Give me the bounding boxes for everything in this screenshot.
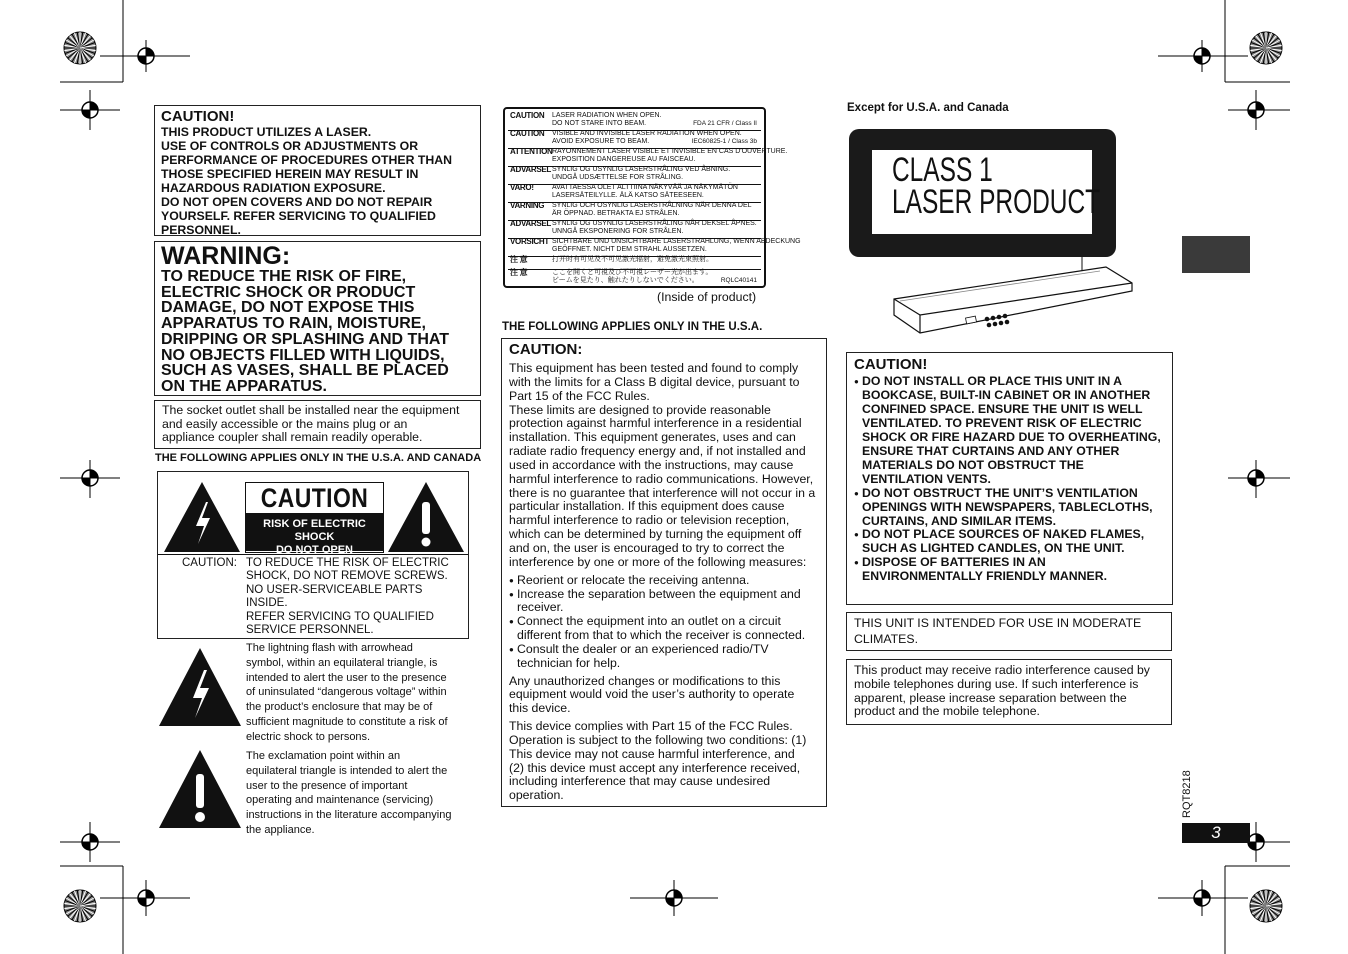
label-row-text: AVATTAESSA OLET ALTTIINA NÄKYVÄÄ JA NÄKYMÄTÖN LASERSÄTEILYLLE. ÄLÄ KATSO SÄTEESEEN. bbox=[552, 184, 738, 199]
caution-sign-title: CAUTION bbox=[260, 483, 369, 513]
fcc-paragraph-3: This device complies with Part 15 of the FCC Rules. Operation is subject to the following two conditions: (1) This device may not cause harmful interference, and (2) this device must accept any interference received, including interference that may cause undesired operation. bbox=[509, 719, 807, 803]
caution-sign bbox=[157, 471, 469, 639]
list-item: ● DO NOT INSTALL OR PLACE THIS UNIT IN A BOOKCASE, BUILT-IN CABINET OR IN ANOTHER CONFINED SPACE. ENSURE THE UNIT IS WELL VENTILATED. TO PREVENT RISK OF ELECTRIC SHOCK OR FIRE HAZARD DUE TO OVERHEATING, ENSURE THAT CURTAINS AND ANY OTHER MATERIALS DO NOT OBSTRUCT THE VENTILATION VENTS. bbox=[854, 375, 1165, 487]
caution-sign-sub2: DO NOT OPEN bbox=[275, 544, 353, 556]
label-row-text: SYNLIG OCH OSYNLIG LASERSTRÅLNING NÄR DENNA DEL ÄR ÖPPNAD. BETRAKTA EJ STRÅLEN. bbox=[552, 202, 752, 217]
lightning-explanation: The lightning flash with arrowhead symbol, within an equilateral triangle, is intended to alert the user to the presence of uninsulated “dangerous voltage” within the product’s enclosure that may be of sufficient magnitude to constitute a risk of electric shock to persons. bbox=[246, 642, 448, 743]
class1-label bbox=[849, 129, 1116, 257]
usa-canada-heading: THE FOLLOWING APPLIES ONLY IN THE U.S.A. AND CANADA bbox=[155, 452, 482, 464]
warning-text: TO REDUCE THE RISK OF FIRE, ELECTRIC SHOCK OR PRODUCT DAMAGE, DO NOT EXPOSE THIS APPARATUS TO RAIN, MOISTURE, DRIPPING OR SPLASHING AND THAT NO OBJECTS FILLED WITH LIQUIDS, SUCH AS VASES, SHALL BE PLACED ON THE APPARATUS. bbox=[161, 268, 450, 395]
caution-ventilation-box bbox=[846, 352, 1173, 605]
label-row bbox=[508, 112, 761, 131]
label-row-key: CAUTION bbox=[510, 129, 545, 138]
exclamation-point-icon bbox=[157, 748, 243, 830]
label-row-key: ATTENTION bbox=[510, 147, 553, 156]
lightning-triangle-icon bbox=[162, 480, 242, 554]
except-heading: Except for U.S.A. and Canada bbox=[847, 102, 1009, 114]
fcc-measures-list bbox=[509, 574, 819, 671]
list-item: ● Reorient or relocate the receiving antenna. bbox=[509, 574, 819, 588]
list-item: ● DO NOT PLACE SOURCES OF NAKED FLAMES, SUCH AS LIGHTED CANDLES, ON THE UNIT. bbox=[854, 528, 1165, 556]
caution-laser-text: THIS PRODUCT UTILIZES A LASER. USE OF CONTROLS OR ADJUSTMENTS OR PERFORMANCE OF PROCEDURES OTHER THAN THOSE SPECIFIED HEREIN MAY RESULT IN HAZARDOUS RADIATION EXPOSURE. DO NOT OPEN COVERS AND DO NOT REPAIR YOURSELF. REFER SERVICING TO QUALIFIED PERSONNEL. bbox=[161, 125, 453, 237]
usa-heading: THE FOLLOWING APPLIES ONLY IN THE U.S.A. bbox=[502, 321, 763, 333]
caution-sign-panel bbox=[245, 482, 384, 556]
class1-line2: LASER PRODUCT bbox=[892, 183, 1101, 221]
fcc-paragraph-2: Any unauthorized changes or modifications to this equipment would void the user’s authority to operate this device. bbox=[509, 673, 795, 716]
climate-text: THIS UNIT IS INTENDED FOR USE IN MODERATE CLIMATES. bbox=[854, 616, 1142, 646]
laser-warning-label bbox=[503, 107, 801, 288]
label-row-text: 打开时有可见及不可见激光辐射，避免激光束照射。 bbox=[552, 256, 713, 263]
side-tab bbox=[1182, 236, 1250, 273]
label-row-standard: IEC60825-1 / Class 3b bbox=[691, 138, 757, 145]
list-item: ● Consult the dealer or an experienced radio/TV technician for help. bbox=[509, 643, 819, 671]
label-row-key: 注 意 bbox=[510, 268, 528, 277]
list-item: ● Increase the separation between the equipment and receiver. bbox=[509, 588, 819, 616]
list-item: ● DISPOSE OF BATTERIES IN AN ENVIRONMENTALLY FRIENDLY MANNER. bbox=[854, 556, 1165, 584]
caution-laser-title: CAUTION! bbox=[161, 108, 235, 125]
exclamation-explanation: The exclamation point within an equilateral triangle is intended to alert the user to the presence of important operating and maintenance (servicing) instructions in the literature accompanying the appliance. bbox=[246, 750, 452, 836]
class1-line1: CLASS 1 bbox=[892, 151, 993, 189]
label-row-key: ADVARSEL bbox=[510, 219, 552, 228]
label-caption: (Inside of product) bbox=[657, 290, 757, 304]
label-row-text: SYNLIG OG USYNLIG LASERSTRÅLING VED ÅBNING. UNDGÅ UDSÆTTELSE FOR STRÅLING. bbox=[552, 166, 731, 181]
doc-code: RQT8218 bbox=[1181, 770, 1193, 818]
lightning-flash-icon bbox=[157, 646, 243, 728]
label-row-key: VARO! bbox=[510, 183, 534, 192]
caution-sign-sub1: RISK OF ELECTRIC SHOCK bbox=[263, 518, 366, 543]
list-item: ● DO NOT OBSTRUCT THE UNIT’S VENTILATION OPENINGS WITH NEWSPAPERS, TABLECLOTHS, CURTAINS, AND SIMILAR ITEMS. bbox=[854, 487, 1165, 529]
label-row bbox=[508, 269, 761, 287]
climate-box bbox=[846, 612, 1172, 651]
socket-outlet-text: The socket outlet shall be installed near the equipment and easily accessible or the mains plug or an appliance coupler shall remain readily operable. bbox=[162, 403, 460, 445]
caution-ventilation-list bbox=[854, 375, 1165, 584]
label-row-key: VORSICHT bbox=[510, 237, 549, 246]
label-row-text: RAYONNEMENT LASER VISIBLE ET INVISIBLE EN CAS D'OUVERTURE. EXPOSITION DANGEREUSE AU FAISCEAU. bbox=[552, 148, 788, 163]
label-row-key: ADVARSEL bbox=[510, 165, 552, 174]
exclamation-triangle-icon bbox=[386, 480, 466, 554]
caution-laser-box bbox=[154, 105, 481, 236]
label-row-key: 注 意 bbox=[510, 255, 528, 264]
page-number: 3 bbox=[1211, 823, 1221, 842]
label-row-standard: FDA 21 CFR / Class II bbox=[693, 120, 757, 127]
player-illustration bbox=[890, 255, 1136, 340]
label-row-key: CAUTION bbox=[510, 111, 545, 120]
caution-sign-text: TO REDUCE THE RISK OF ELECTRIC SHOCK, DO NOT REMOVE SCREWS. NO USER-SERVICEABLE PARTS INSIDE. REFER SERVICING TO QUALIFIED SERVICE PERSONNEL. bbox=[246, 557, 449, 637]
caution-ventilation-title: CAUTION! bbox=[854, 356, 928, 373]
mobile-phone-text: This product may receive radio interference caused by mobile telephones during use. If such interference is apparent, please increase separation between the product and the mobile telephone. bbox=[854, 663, 1150, 719]
label-row-standard: RQLC40141 bbox=[720, 277, 757, 284]
fcc-caution-box bbox=[501, 338, 827, 807]
warning-title: WARNING: bbox=[161, 242, 291, 270]
socket-outlet-box bbox=[154, 400, 481, 449]
mobile-phone-box bbox=[846, 659, 1172, 725]
fcc-paragraph-1: This equipment has been tested and found to comply with the limits for a Class B digital device, pursuant to Part 15 of the FCC Rules. These limits are designed to provide reasonable protection against harmful interference in a residential installation. This equipment generates, uses and can radiate radio frequency energy and, if not installed and used in accordance with the instructions, may cause harmful interference to radio communications. However, there is no guarantee that interference will not occur in a particular installation. If this equipment does cause harmful interference to radio or television reception, which can be determined by turning the equipment off and on, the user is encouraged to try to correct the interference by one or more of the following measures: bbox=[509, 361, 816, 569]
warning-box bbox=[154, 241, 481, 396]
fcc-caution-title: CAUTION: bbox=[509, 341, 583, 358]
caution-sign-label: CAUTION: bbox=[182, 557, 237, 569]
label-row bbox=[508, 166, 761, 185]
label-row-text: SICHTBARE UND UNSICHTBARE LASERSTRAHLUNG, WENN ABDECKUNG GEÖFFNET. NICHT DEM STRAHL AUSSETZEN. bbox=[552, 238, 801, 253]
label-row bbox=[508, 256, 761, 270]
label-row-text: ここを開くと可視及び不可視レーザー光が出ます。 ビームを見たり、触れたりしないでください。 bbox=[552, 269, 713, 284]
label-row bbox=[508, 237, 801, 257]
page-number-tab bbox=[1182, 823, 1250, 843]
label-row-key: VARNING bbox=[510, 201, 545, 210]
label-row-text: VISIBLE AND INVISIBLE LASER RADIATION WHEN OPEN. AVOID EXPOSURE TO BEAM. bbox=[552, 130, 742, 145]
label-row-text: SYNLIG OG USYNLIG LASERSTRÅLING NÅR DEKSEL ÅPNES. UNNGÅ EKSPONERING FOR STRÅLEN. bbox=[552, 220, 757, 235]
label-row-text: LASER RADIATION WHEN OPEN. DO NOT STARE INTO BEAM. bbox=[552, 112, 662, 127]
label-row bbox=[508, 184, 761, 203]
list-item: ● Connect the equipment into an outlet on a circuit different from that to which the receiver is connected. bbox=[509, 615, 819, 643]
